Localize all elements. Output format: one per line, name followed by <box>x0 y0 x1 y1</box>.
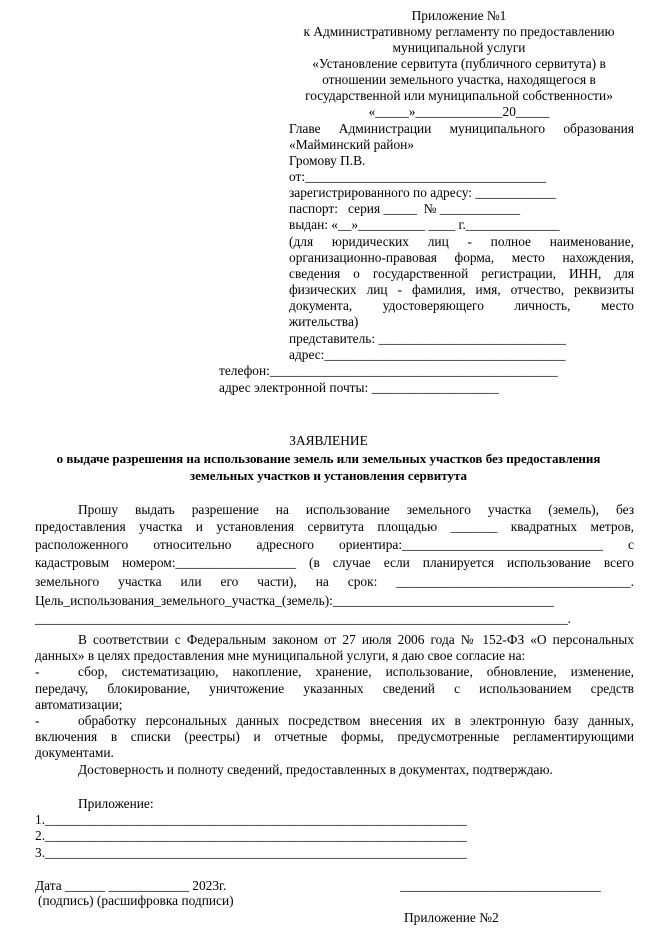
attachments-title: Приложение: <box>78 796 154 811</box>
attachment-line: 1._______________________________________________________________ <box>35 812 467 827</box>
consent-text: В соответствии с Федеральным законом от 27 июля 2006 года № 152-ФЗ «О персональных <box>78 632 634 647</box>
applicant-note: физических лиц - фамилия, имя, отчество, реквизиты <box>289 282 634 297</box>
list-item: включения в списки (реестры) и отчетные формы, предусмотренные регламентирующими <box>35 729 634 744</box>
address-field: адрес:____________________________________ <box>289 347 566 362</box>
date-field: Дата ______ ____________ 2023г. <box>35 878 227 893</box>
request-text: Цель_использования_земельного_участка_(земель):_________________________________ <box>35 593 554 608</box>
applicant-note: жительства) <box>289 314 359 329</box>
signature-line: ______________________________ <box>400 878 601 893</box>
request-text: кадастровым номером:__________________ (в случае если планируется использование всего <box>35 555 634 570</box>
header-date-line: «_____»_____________20_____ <box>368 104 550 119</box>
request-text: расположенного относительно адресного ориентира:______________________________ с <box>35 537 634 552</box>
next-annex-title: Приложение №2 <box>404 910 499 925</box>
statement-subtitle: о выдаче разрешения на использование земель или земельных участков без предоставления <box>56 451 601 466</box>
consent-text: данных» в целях предоставления мне муниципальной услуги, я даю свое согласие на: <box>35 648 526 663</box>
request-text: предоставления участка и установления сервитута площадью _______ квадратных метров, <box>35 519 634 534</box>
header-line: отношении земельного участка, находящегося в <box>322 72 596 87</box>
issued-field: выдан: «__»__________ ____ г.______________ <box>289 217 560 232</box>
annex-title: Приложение №1 <box>411 8 507 23</box>
list-item: сбор, систематизацию, накопление, хранение, использование, обновление, изменение, <box>78 664 634 679</box>
request-text: Прошу выдать разрешение на использование земельного участка (земель), без <box>78 502 634 517</box>
header-line: муниципальной услуги <box>392 40 526 55</box>
header-line: государственной или муниципальной собственности» <box>305 88 613 103</box>
list-dash: - <box>35 713 40 728</box>
statement-subtitle: земельных участков и установления сервитута <box>189 468 468 483</box>
representative-field: представитель: ____________________________ <box>289 331 566 346</box>
request-text: земельного участка или его части), на срок: ___________________________________. <box>35 574 634 589</box>
header-line: «Установление сервитута (публичного сервитута) в <box>312 56 606 71</box>
list-item: документами. <box>35 745 114 760</box>
addressee-name: Громову П.В. <box>289 153 366 168</box>
applicant-note: сведения о государственной регистрации, ИНН, для <box>289 266 634 281</box>
list-item: автоматизации; <box>35 697 123 712</box>
list-dash: - <box>35 664 40 679</box>
from-field: от:____________________________________ <box>289 169 547 184</box>
addressee-line: «Майминский район» <box>289 137 415 152</box>
request-text: __________________________________________________________________________________. <box>35 611 571 626</box>
passport-field: паспорт: серия _____ № ____________ <box>289 201 521 216</box>
registered-address-field: зарегистрированного по адресу: ____________ <box>289 185 556 200</box>
applicant-note: (для юридических лиц - полное наименование, <box>289 234 634 249</box>
signature-caption: (подпись) (расшифровка подписи) <box>38 893 234 908</box>
attachment-line: 3._______________________________________________________________ <box>35 845 467 860</box>
applicant-note: документа, удостоверяющего личность, место <box>289 298 634 313</box>
attachment-line: 2._______________________________________________________________ <box>35 828 467 843</box>
applicant-note: организационно-правовая форма, место нахождения, <box>289 250 634 265</box>
confirmation-text: Достоверность и полноту сведений, предоставленных в документах, подтверждаю. <box>78 762 553 777</box>
addressee-line: Главе Администрации муниципального образования <box>289 121 634 136</box>
phone-field: телефон:___________________________________________ <box>219 363 558 378</box>
header-line: к Административному регламенту по предоставлению <box>303 24 615 39</box>
list-item: передачу, блокирование, уничтожение указанных сведений с использованием средств <box>35 681 634 696</box>
statement-title: ЗАЯВЛЕНИЕ <box>289 433 368 448</box>
email-field: адрес электронной почты: ___________________ <box>219 380 499 395</box>
list-item: обработку персональных данных посредством внесения их в электронную базу данных, <box>78 713 634 728</box>
